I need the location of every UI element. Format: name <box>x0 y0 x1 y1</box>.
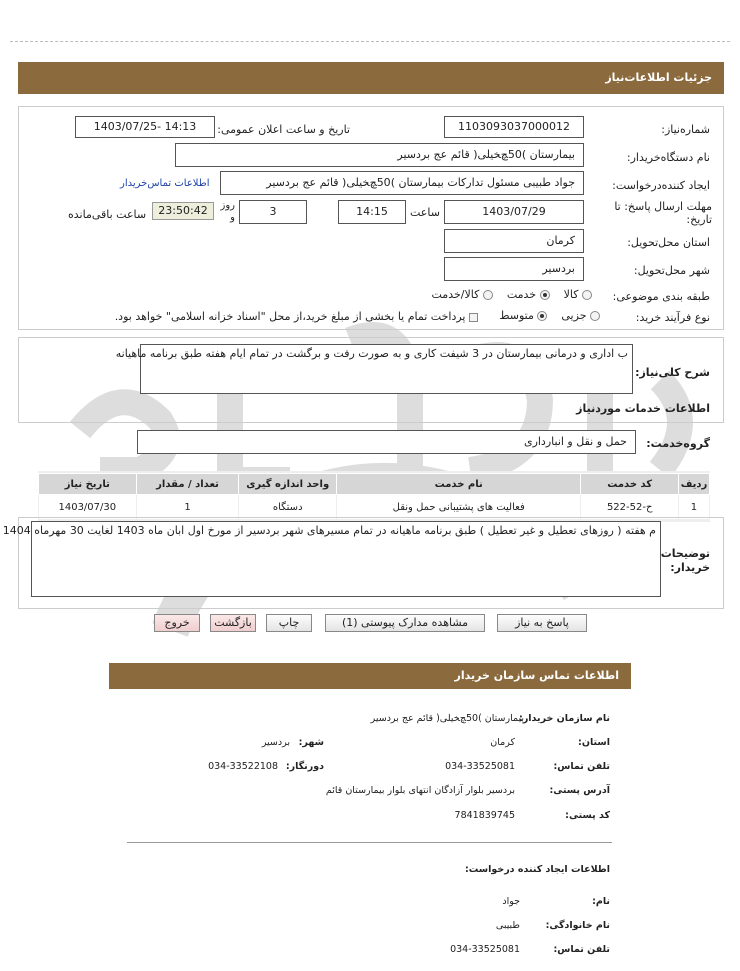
deadline-time-label: ساعت <box>410 206 440 219</box>
col-date: تاریخ نیاز <box>39 474 137 495</box>
contact-divider <box>127 842 612 843</box>
description-field[interactable] <box>115 344 633 394</box>
buyer-notes-label: توضیحات خریدار: <box>660 547 710 574</box>
service-group-field: حمل و نقل و انبارداری <box>137 430 636 454</box>
contact-city-label: شهر: <box>298 737 324 748</box>
table-row <box>39 495 710 520</box>
requester-field: جواد طبیبی مسئول تدارکات بیمارستان )50ﭻﺨﻴﻠﯽ( قائم عج بردسیر <box>220 171 584 195</box>
radio-service[interactable] <box>540 290 550 300</box>
province-field: کرمان <box>444 229 584 253</box>
contact-province-value: کرمان <box>490 737 515 748</box>
radio-minor[interactable] <box>590 311 600 321</box>
category-option-both[interactable]: کالا/خدمت <box>432 288 493 301</box>
col-name: نام خدمت <box>336 474 580 495</box>
contact-postal-label: کد پستی: <box>565 810 610 821</box>
back-button[interactable]: بازگشت <box>210 614 256 632</box>
contact-phone-label: تلفن تماس: <box>553 761 610 772</box>
treasury-checkbox[interactable] <box>469 313 478 322</box>
contact-title: اطلاعات تماس سازمان خریدار <box>454 669 619 682</box>
contact-fax-value: 034-33522108 <box>208 761 278 772</box>
payment-note <box>115 310 478 323</box>
print-button[interactable]: چاپ <box>266 614 312 632</box>
buyer-contact-link[interactable]: اطلاعات تماس‌خریدار <box>120 178 210 189</box>
cell-unit: دستگاه <box>239 495 337 520</box>
exit-button[interactable]: خروج <box>154 614 200 632</box>
cell-code: ح-52-522 <box>581 495 679 520</box>
category-label: طبقه بندی موضوعی: <box>612 290 710 303</box>
attachments-button[interactable]: مشاهده مدارک پیوستی (1) <box>325 614 485 632</box>
cell-row: 1 <box>678 495 709 520</box>
process-label: نوع فرآیند خرید: <box>635 311 710 324</box>
col-code: کد خدمت <box>581 474 679 495</box>
reply-button[interactable]: پاسخ به نیاز <box>497 614 587 632</box>
remaining-label: ساعت باقی‌مانده <box>68 208 147 221</box>
contact-phone-value: 034-33525081 <box>445 761 515 772</box>
category-option-goods[interactable]: کالا <box>564 288 592 301</box>
buyer-org-label: نام دستگاه‌خریدار: <box>626 151 710 164</box>
contact-address-value: بردسیر بلوار آزادگان انتهای بلوار بیمارستان قائم <box>325 785 515 796</box>
cell-date: 1403/07/30 <box>39 495 137 520</box>
creator-family-label: نام خانوادگی: <box>545 920 610 931</box>
creator-phone-value: 034-33525081 <box>450 944 520 955</box>
description-text: ب اداری و درمانی بیمارستان در 3 شیفت کاری و به صورت رفت و برگشت در تمام ایام هفته طبق برنامه ماهیانه <box>115 347 628 360</box>
contact-org-value: بیمارستان )50ﭻﺨﻴﻠﯽ( قائم عج بردسیر <box>370 713 524 724</box>
city-label: شهر محل‌تحویل: <box>633 264 710 277</box>
services-table <box>38 473 710 520</box>
requester-label: ایجاد کننده‌درخواست: <box>612 179 710 192</box>
radio-goods[interactable] <box>582 290 592 300</box>
province-label: استان محل‌تحویل: <box>627 236 710 249</box>
services-section-title: اطلاعات خدمات موردنیاز <box>576 402 710 415</box>
buyer-org-field: بیمارستان )50ﭻﺨﻴﻠﯽ( قائم عج بردسیر <box>175 143 584 167</box>
days-label: روز و <box>220 200 235 223</box>
radio-both[interactable] <box>483 290 493 300</box>
col-qty: تعداد / مقدار <box>136 474 239 495</box>
process-option-minor[interactable]: جزیی <box>561 309 600 322</box>
col-row: ردیف <box>678 474 709 495</box>
category-radio-group <box>432 288 593 301</box>
announce-field: 1403/07/25- 14:13 <box>75 116 215 138</box>
creator-name-label: نام: <box>592 896 610 907</box>
services-header-row <box>39 474 710 495</box>
col-unit: واحد اندازه گیری <box>239 474 337 495</box>
remaining-timer: 23:50:42 <box>152 202 214 220</box>
city-field: بردسیر <box>444 257 584 281</box>
creator-family-value: طبیبی <box>495 920 520 931</box>
page-header <box>18 62 724 94</box>
contact-city-value: بردسیر <box>261 737 290 748</box>
deadline-label: مهلت ارسال پاسخ: تا تاریخ: <box>614 200 712 226</box>
contact-header <box>109 663 631 689</box>
category-option-service[interactable]: خدمت <box>507 288 550 301</box>
services-table-wrap <box>38 471 710 522</box>
need-number-label: شماره‌نیاز: <box>661 123 710 136</box>
creator-name-value: جواد <box>502 896 520 907</box>
top-divider <box>10 41 730 42</box>
announce-label: تاریخ و ساعت اعلان عمومی: <box>217 123 350 136</box>
cell-qty: 1 <box>136 495 239 520</box>
contact-org-label: نام سازمان خریدار: <box>519 713 610 724</box>
cell-name: فعالیت های پشتیبانی حمل ونقل <box>336 495 580 520</box>
process-option-medium[interactable]: متوسط <box>499 309 547 322</box>
description-label: شرح کلی‌نیاز: <box>635 366 710 379</box>
creator-title: اطلاعات ایجاد کننده درخواست: <box>464 864 610 875</box>
deadline-date-field: 1403/07/29 <box>444 200 584 224</box>
days-field: 3 <box>239 200 307 224</box>
contact-postal-value: 7841839745 <box>454 810 515 821</box>
need-number-field: 1103093037000012 <box>444 116 584 138</box>
payment-note-text: پرداخت تمام یا بخشی از مبلغ خرید،از محل "اسناد خزانه اسلامی" خواهد بود. <box>114 310 466 323</box>
contact-address-label: آدرس پستی: <box>549 785 610 796</box>
process-radio-group <box>499 309 600 322</box>
buyer-notes-field[interactable] <box>2 521 661 597</box>
creator-phone-label: تلفن تماس: <box>553 944 610 955</box>
service-group-label: گروه‌خدمت: <box>646 437 710 450</box>
contact-fax-label: دورنگار: <box>285 761 324 772</box>
buyer-notes-text: م هفته ( روزهای تعطیل و غیر تعطیل ) طبق برنامه ماهیانه در تمام مسیرهای شهر بردسیر از مورخ اول ابان ماه 1403 لغایت 30 مهرماه 1404 <box>2 524 656 537</box>
contact-province-label: استان: <box>578 737 610 748</box>
page-title: جزئیات اطلاعات‌نیاز <box>605 71 712 84</box>
deadline-time-field: 14:15 <box>338 200 406 224</box>
radio-medium[interactable] <box>537 311 547 321</box>
